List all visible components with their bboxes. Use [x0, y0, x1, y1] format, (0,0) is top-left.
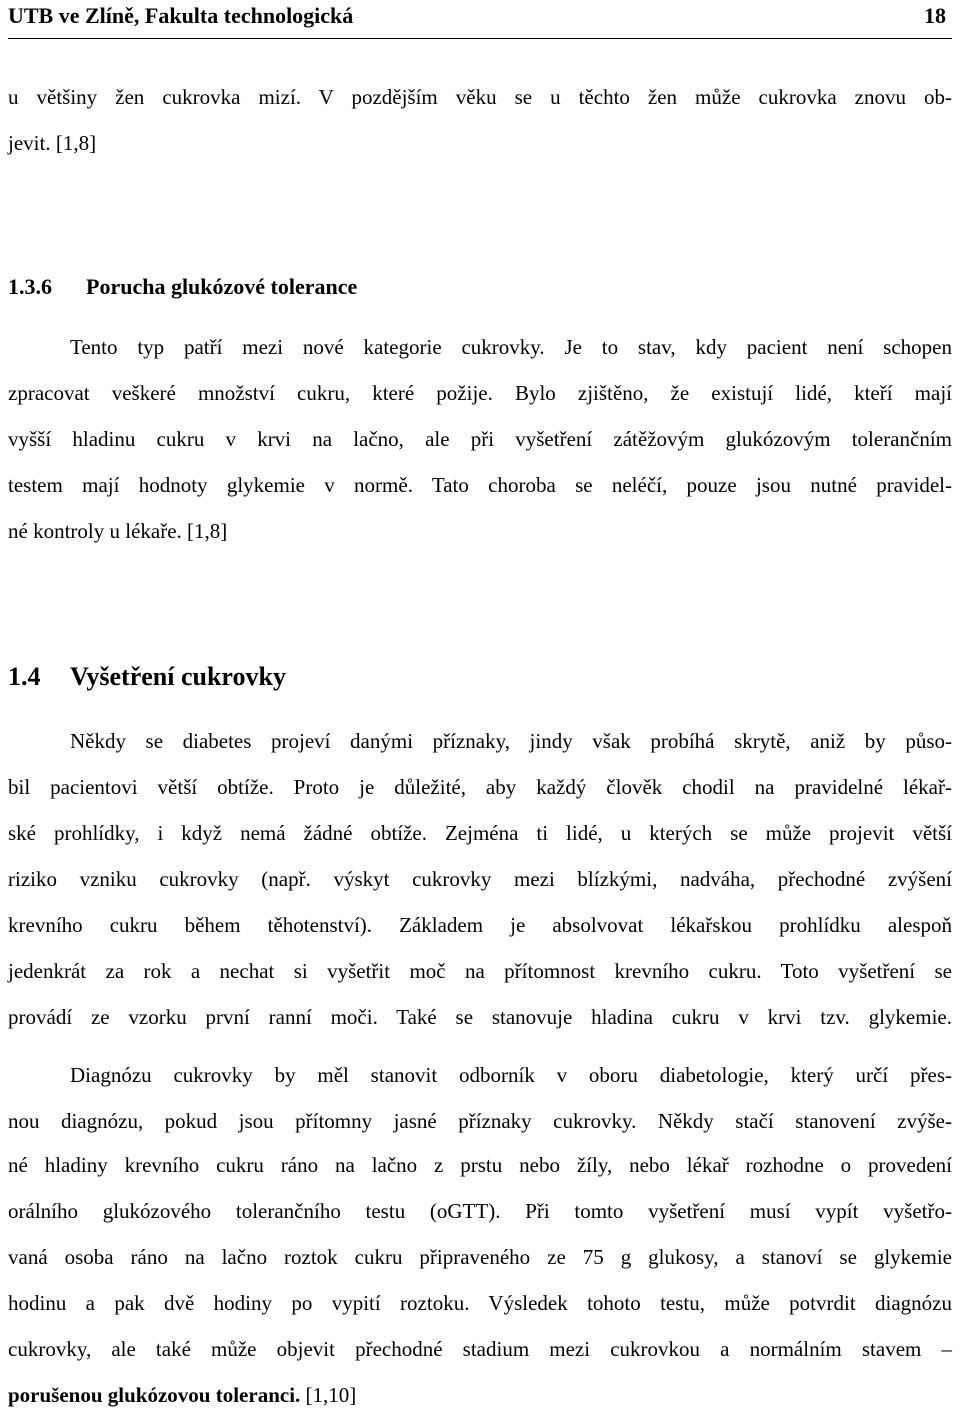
section-heading-1-3-6	[8, 272, 357, 302]
text-line: Diagnózu cukrovky by měl stanovit odborník v oboru diabetologie, který určí přes-	[70, 1063, 952, 1087]
text-line: zpracovat veškeré množství cukru, které požije. Bylo zjištěno, že existují lidé, kteří mají	[8, 381, 952, 405]
text-line	[8, 1380, 952, 1410]
text-line: bil pacientovi větší obtíže. Proto je důležité, aby každý člověk chodil na pravidelné lékař-	[8, 775, 952, 799]
emphasis-text: porušenou glukózovou toleranci.	[8, 1383, 301, 1407]
text-line: vaná osoba ráno na lačno roztok cukru připraveného ze 75 g glukosy, a stanoví se glykemie	[8, 1245, 952, 1269]
text-line: riziko vzniku cukrovky (např. výskyt cukrovky mezi blízkými, nadváha, přechodné zvýšení	[8, 867, 952, 891]
page-header	[8, 2, 952, 30]
text-line: cukrovky, ale také může objevit přechodné stadium mezi cukrovkou a normálním stavem –	[8, 1337, 952, 1361]
text-line: vyšší hladinu cukru v krvi na lačno, ale při vyšetření zátěžovým glukózovým tolerančním	[8, 427, 952, 451]
text-line: orálního glukózového tolerančního testu (oGTT). Při tomto vyšetření musí vypít vyšetřo-	[8, 1199, 952, 1223]
text-line: Tento typ patří mezi nové kategorie cukrovky. Je to stav, kdy pacient není schopen	[70, 335, 952, 359]
section-number: 1.3.6	[8, 274, 52, 299]
text-line: u většiny žen cukrovka mizí. V pozdějším věku se u těchto žen může cukrovka znovu ob-	[8, 85, 952, 109]
text-line: né kontroly u lékaře. [1,8]	[8, 519, 228, 543]
header-title: UTB ve Zlíně, Fakulta technologická	[8, 3, 354, 28]
section-title: Porucha glukózové tolerance	[86, 274, 358, 299]
section-title: Vyšetření cukrovky	[70, 662, 286, 691]
text-line: hodinu a pak dvě hodiny po vypití roztoku. Výsledek tohoto testu, může potvrdit diagnózu	[8, 1291, 952, 1315]
text-line: Někdy se diabetes projeví danými příznaky, jindy však probíhá skrytě, aniž by půso-	[70, 729, 952, 753]
section-number: 1.4	[8, 662, 41, 691]
text-line: nou diagnózu, pokud jsou přítomny jasné příznaky cukrovky. Někdy stačí stanovení zvýše-	[8, 1109, 952, 1133]
text-line: jedenkrát za rok a nechat si vyšetřit moč na přítomnost krevního cukru. Toto vyšetření se	[8, 959, 952, 983]
text-line: jevit. [1,8]	[8, 131, 97, 155]
header-divider	[8, 38, 952, 39]
section-heading-1-4	[8, 660, 286, 694]
text-line: né hladiny krevního cukru ráno na lačno z prstu nebo žíly, nebo lékař rozhodne o provedení	[8, 1153, 952, 1177]
text-line: testem mají hodnoty glykemie v normě. Tato choroba se neléčí, pouze jsou nutné pravidel-	[8, 473, 952, 497]
page-number: 18	[924, 3, 946, 28]
text-line: ské prohlídky, i když nemá žádné obtíže. Zejména ti lidé, u kterých se může projevit větší	[8, 821, 952, 845]
citation: [1,10]	[300, 1383, 357, 1407]
text-line: provádí ze vzorku první ranní moči. Také se stanovuje hladina cukru v krvi tzv. glykemie.	[8, 1005, 952, 1029]
text-line: krevního cukru během těhotenství). Základem je absolvovat lékařskou prohlídku alespoň	[8, 913, 952, 937]
